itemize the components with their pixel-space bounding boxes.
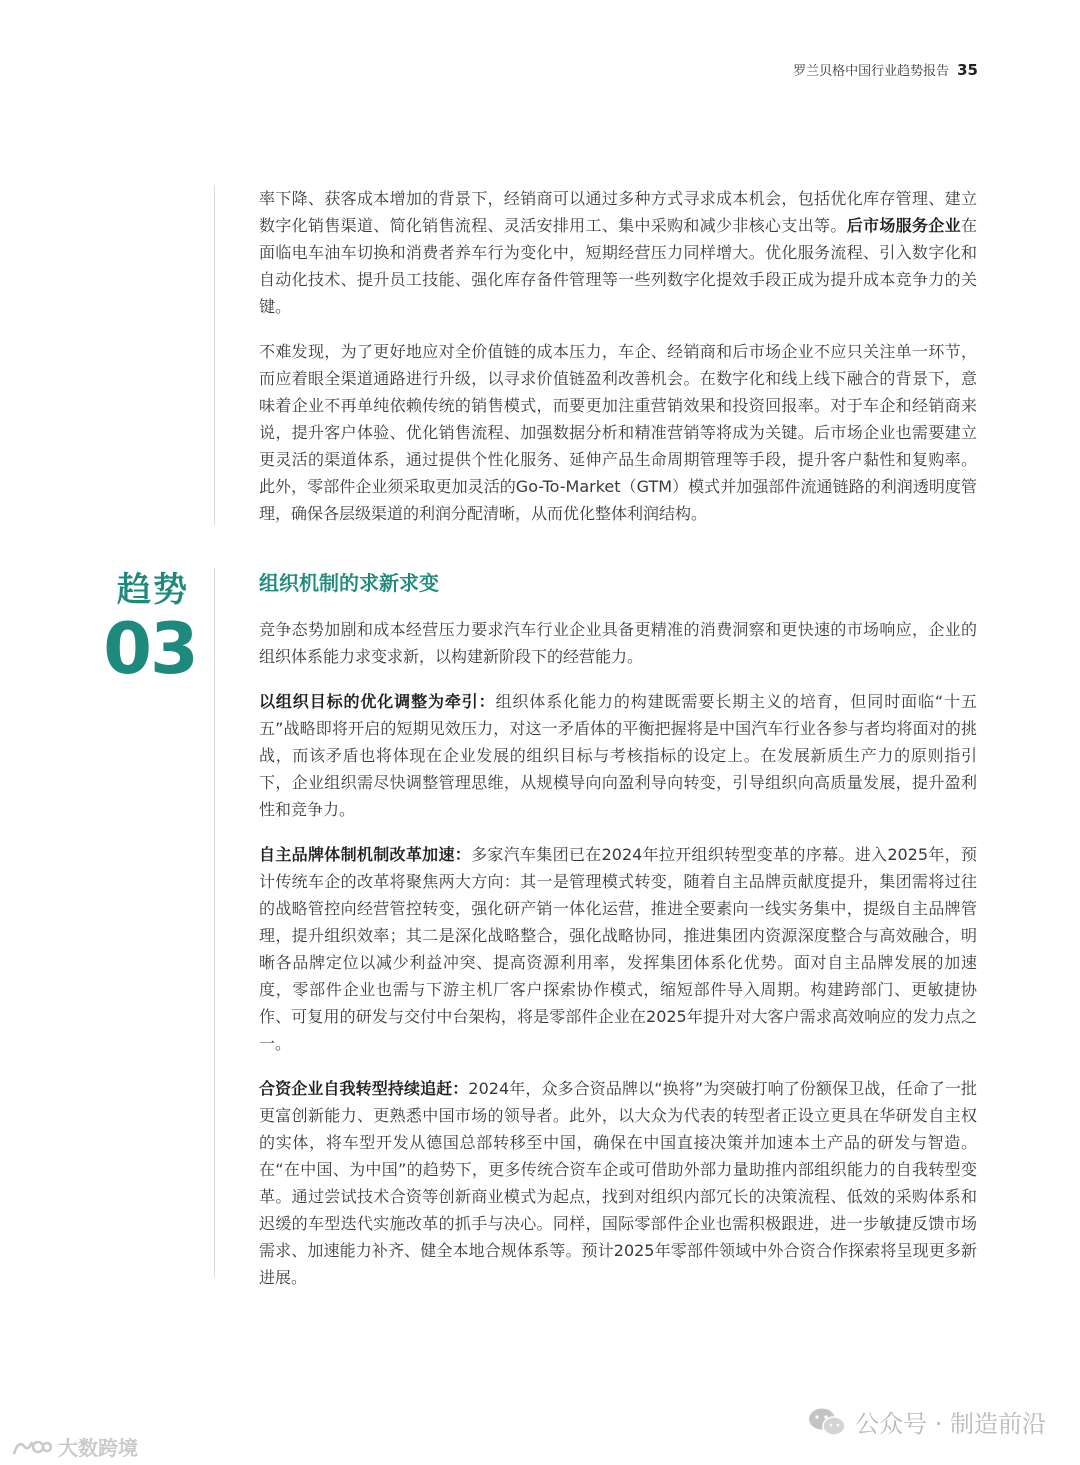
trend-lead-paragraph: 竞争态势加剧和成本经营压力要求汽车行业企业具备更精准的消费洞察和更快速的市场响应，企业的组织体系能力求变求新，以构建新阶段下的经营能力。 <box>259 620 977 666</box>
intro-p1-text-b: 在面临电车油车切换和消费者养车行为变化中，短期经营压力同样增大。优化服务流程、引入数字化和自动化技术、提升员工技能、强化库存备件管理等一些列数字化提效手段正成为提升成本竞争力的关键。 <box>259 216 977 316</box>
trend-item-2-heading: 自主品牌体制机制改革加速： <box>259 845 472 864</box>
trend-number: 03 <box>103 608 197 690</box>
trend-label <box>103 568 198 690</box>
trend-item-1-body: 组织体系化能力的构建既需要长期主义的培育，但同时面临“十五五”战略即将开启的短期见效压力，对这一矛盾体的平衡把握将是中国汽车行业各参与者均将面对的挑战，而该矛盾也将体现在企业发展的组织目标与考核指标的设定上。在发展新质生产力的原则指引下，企业组织需尽快调整管理思维，从规模导向向盈利导向转变，引导组织向高质量发展，提升盈利性和竞争力。 <box>259 692 977 819</box>
page-header <box>793 60 978 79</box>
trend-item-3-heading: 合资企业自我转型持续追赶： <box>259 1079 469 1098</box>
wechat-icon <box>807 1406 847 1438</box>
trend-section <box>259 568 977 1309</box>
trend-item-1 <box>259 688 977 823</box>
page-number: 35 <box>957 61 978 79</box>
intro-section <box>259 185 977 545</box>
trend-word: 趋势 <box>117 570 189 610</box>
left-rule-top <box>214 185 215 525</box>
intro-paragraph-1 <box>259 185 977 320</box>
watermark-right-text: 公众号 · 制造前沿 <box>855 1410 1046 1438</box>
brand-logo-icon <box>12 1436 52 1458</box>
trend-item-2 <box>259 841 977 1057</box>
section-title: 组织机制的求新求变 <box>259 571 439 595</box>
watermark-left <box>12 1432 138 1461</box>
trend-item-3-body: 2024年，众多合资品牌以“换将”为突破打响了份额保卫战，任命了一批更富创新能力、更熟悉中国市场的领导者。此外，以大众为代表的转型者正设立更具在华研发自主权的实体，将车型开发从德国总部转移至中国，确保在中国直接决策并加速本土产品的研发与智造。在“在中国、为中国”的趋势下，更多传统合资车企或可借助外部力量助推内部组织能力的自我转型变革。通过尝试技术合资等创新商业模式为起点，找到对组织内部冗长的决策流程、低效的采购体系和迟缓的车型迭代实施改革的抓手与决心。同样，国际零部件企业也需积极跟进，进一步敏捷反馈市场需求、加速能力补齐、健全本地合规体系等。预计2025年零部件领域中外合资合作探索将呈现更多新进展。 <box>259 1079 977 1287</box>
trend-item-2-body: 多家汽车集团已在2024年拉开组织转型变革的序幕。进入2025年，预计传统车企的改革将聚焦两大方向：其一是管理模式转变，随着自主品牌贡献度提升，集团需将过往的战略管控向经营管控转变，强化研产销一体化运营，推进全要素向一线实务集中，提级自主品牌管理，提升组织效率；其二是深化战略整合，强化战略协同，推进集团内资源深度整合与高效融合，明晰各品牌定位以减少利益冲突、提高资源利用率，发挥集团体系化优势。面对自主品牌发展的加速度，零部件企业也需与下游主机厂客户探索协作模式，缩短部件导入周期。构建跨部门、更敏捷协作、可复用的研发与交付中台架构，将是零部件企业在2025年提升对大客户需求高效响应的发力点之一。 <box>259 845 977 1053</box>
intro-paragraph-2: 不难发现，为了更好地应对全价值链的成本压力，车企、经销商和后市场企业不应只关注单一环节，而应着眼全渠道通路进行升级，以寻求价值链盈利改善机会。在数字化和线上线下融合的背景下，意味着企业不再单纯依赖传统的销售模式，而要更加注重营销效果和投资回报率。对于车企和经销商来说，提升客户体验、优化销售流程、加强数据分析和精准营销等将成为关键。后市场企业也需要建立更灵活的渠道体系，通过提供个性化服务、延伸产品生命周期管理等手段，提升客户黏性和复购率。此外，零部件企业须采取更加灵活的Go-To-Market（GTM）模式并加强部件流通链路的利润透明度管理，确保各层级渠道的利润分配清晰，从而优化整体利润结构。 <box>259 342 977 523</box>
intro-p1-bold: 后市场服务企业 <box>846 216 961 235</box>
watermark-left-text: 大数跨境 <box>58 1436 138 1460</box>
watermark-right <box>807 1404 1046 1439</box>
left-rule-bottom <box>214 568 215 1278</box>
trend-item-3 <box>259 1075 977 1291</box>
report-title: 罗兰贝格中国行业趋势报告 <box>793 64 950 79</box>
intro-p1-text-a: 率下降、获客成本增加的背景下，经销商可以通过多种方式寻求成本机会，包括优化库存管理、建立数字化销售渠道、简化销售流程、灵活安排用工、集中采购和减少非核心支出等。 <box>259 189 977 235</box>
trend-item-1-heading: 以组织目标的优化调整为牵引： <box>259 692 496 711</box>
